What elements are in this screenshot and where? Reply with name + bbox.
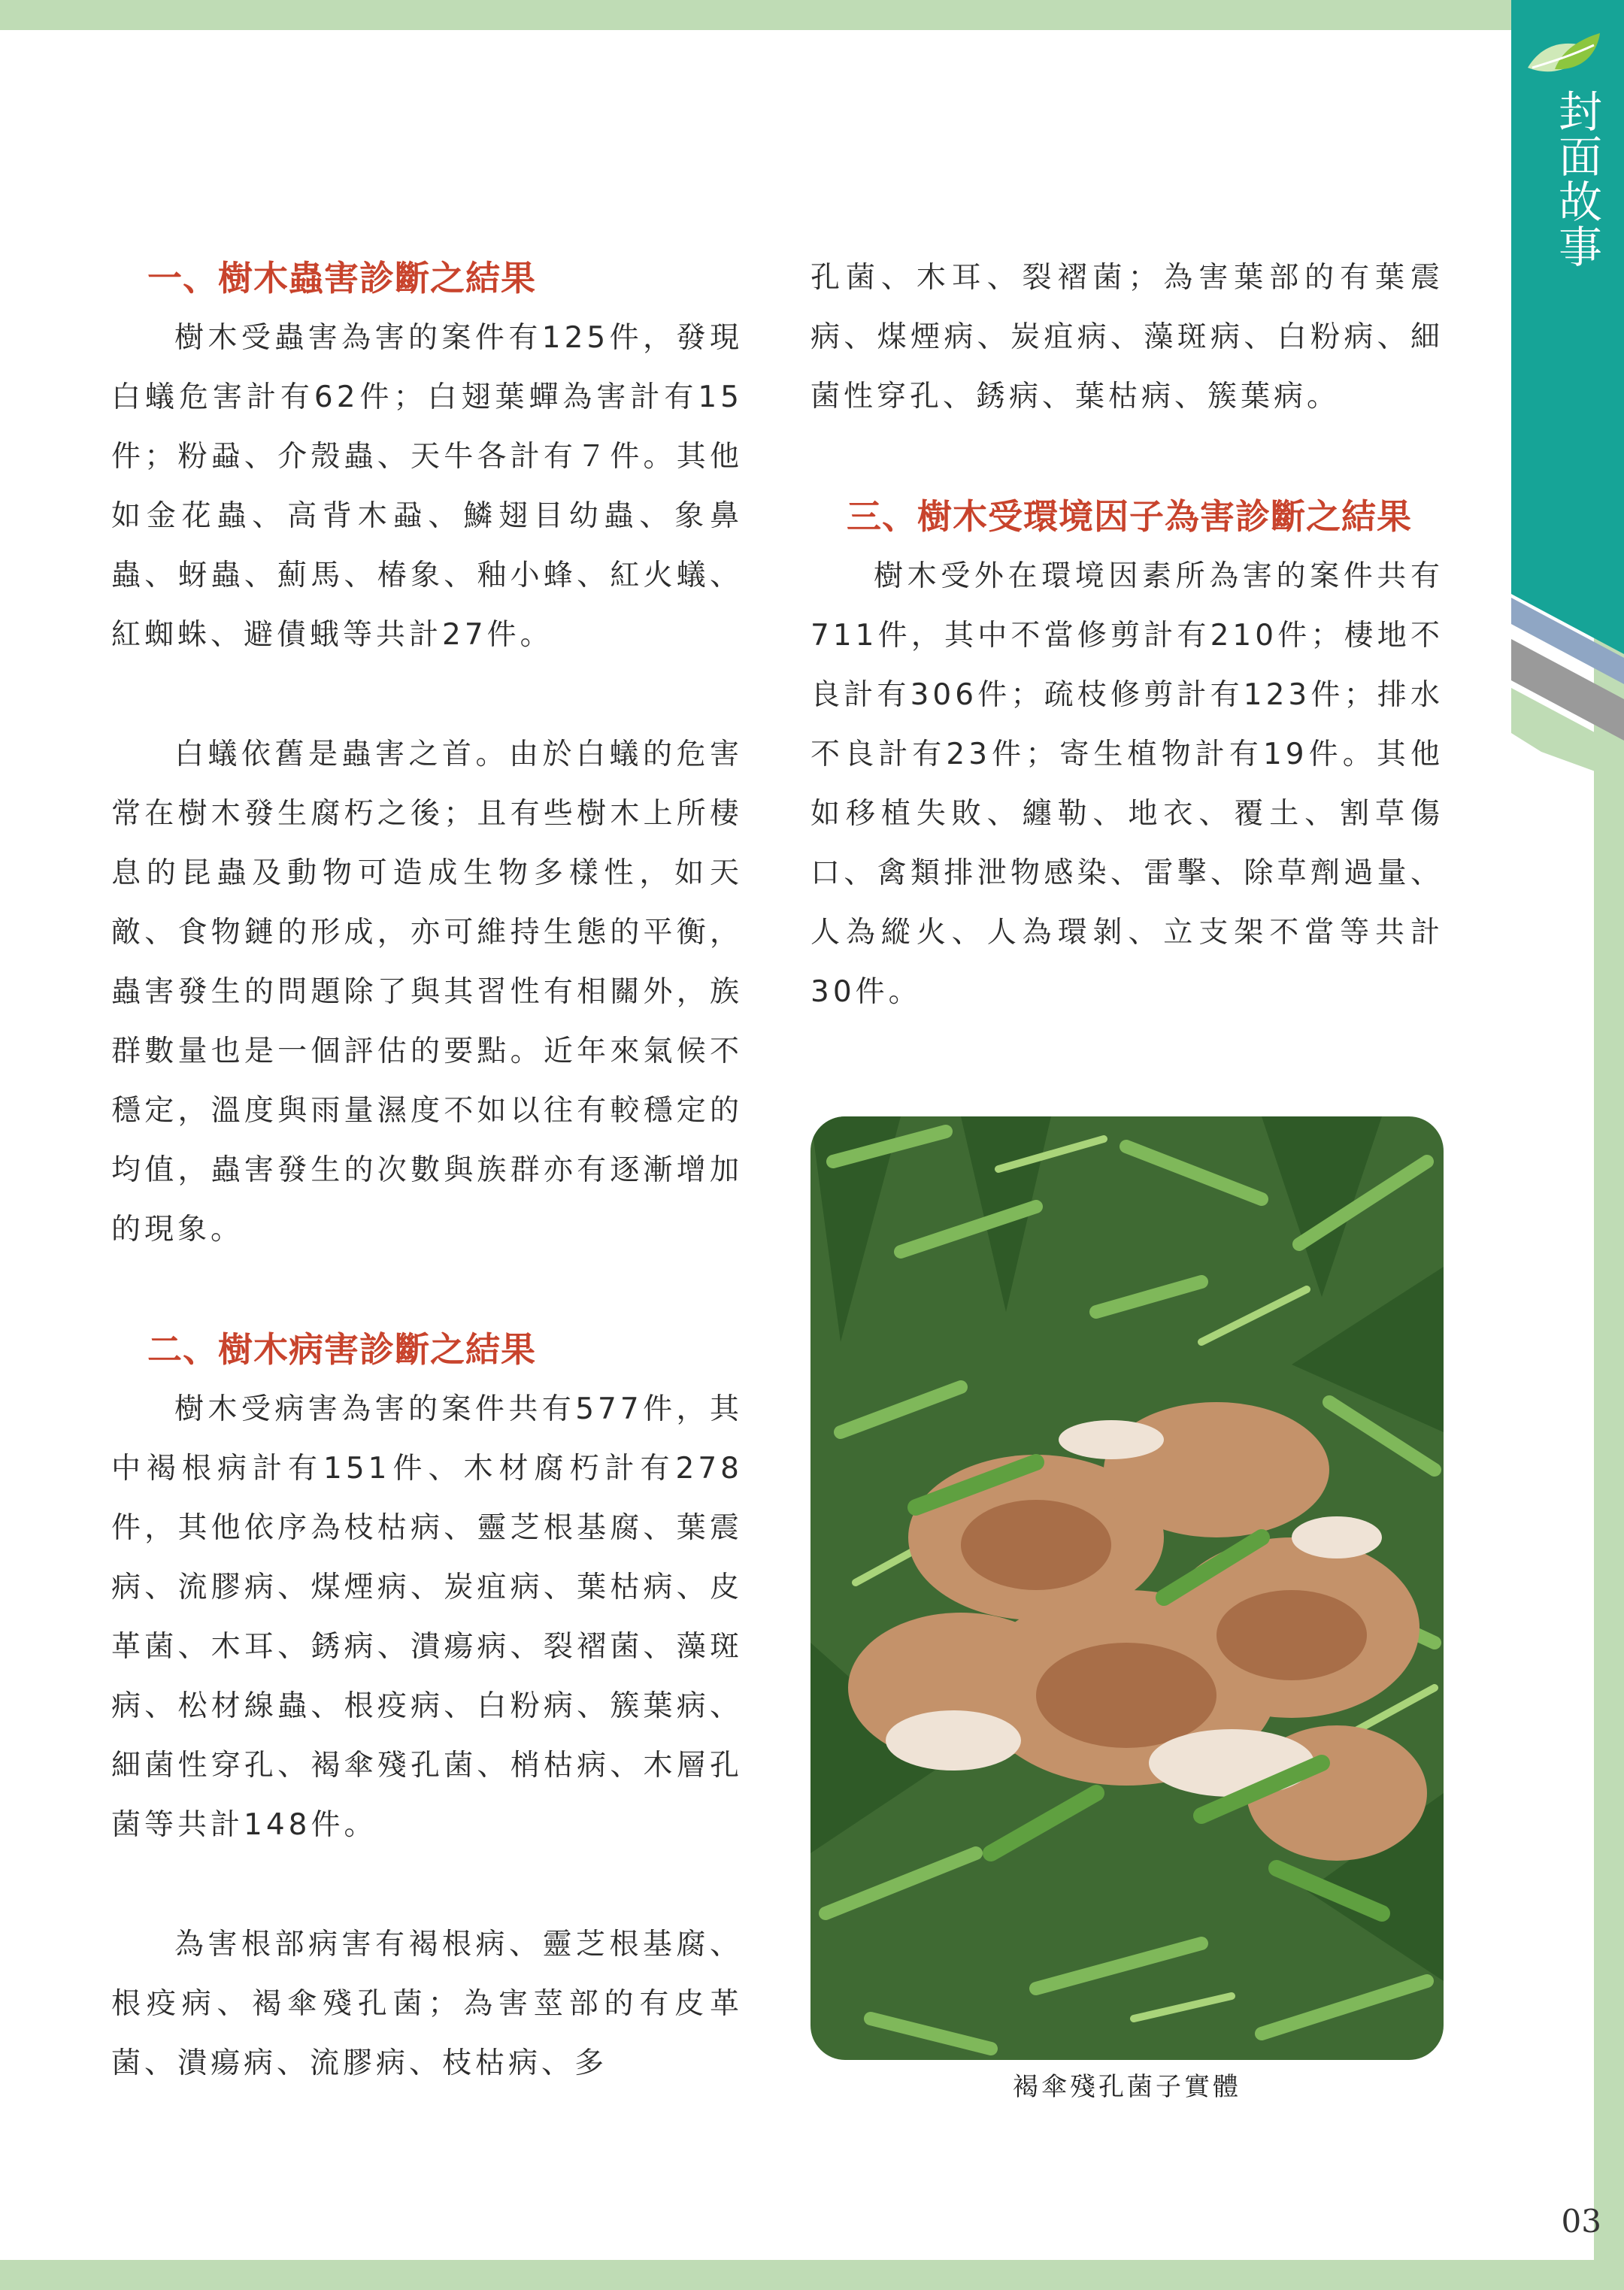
top-frame-band: [0, 0, 1624, 30]
heading-disease: 二、樹木病害診斷之結果: [147, 1329, 536, 1370]
paragraph-disease-by-part: 為害根部病害有褐根病、靈芝根基腐、根疫病、褐傘殘孔菌；為害莖部的有皮革菌、潰瘍病、流膠病、枝枯病、多: [111, 1928, 743, 2080]
page-number: 03: [1561, 2203, 1601, 2240]
paragraph-insect-cases: 樹木受蟲害為害的案件有125件，發現白蟻危害計有62件；白翅葉蟬為害計有15件；粉蝨、介殼蟲、天牛各計有７件。其他如金花蟲、高背木蝨、鱗翅目幼蟲、象鼻蟲、蚜蟲、薊馬、椿象、釉小蜂、紅火蟻、紅蜘蛛、避債蛾等共計27件。: [111, 321, 743, 652]
paragraph-disease-continued: 孔菌、木耳、裂褶菌；為害葉部的有葉震病、煤煙病、炭疽病、藻斑病、白粉病、細菌性穿孔、銹病、葉枯病、簇葉病。: [810, 261, 1444, 413]
heading-insect-damage: 一、樹木蟲害診斷之結果: [147, 258, 536, 298]
bottom-frame-band: [0, 2260, 1624, 2290]
left-column: [111, 248, 743, 2093]
fungus-photo: [810, 1116, 1444, 2060]
paragraph-disease-cases: 樹木受病害為害的案件共有577件，其中褐根病計有151件、木材腐朽計有278件，其他依序為枝枯病、靈芝根基腐、葉震病、流膠病、煤煙病、炭疽病、葉枯病、皮革菌、木耳、銹病、潰瘍病、裂褶菌、藻斑病、松材線蟲、根疫病、白粉病、簇葉病、細菌性穿孔、褐傘殘孔菌、梢枯病、木層孔菌等共計148件。: [111, 1392, 743, 1842]
section-tab-title: 封面故事: [1551, 89, 1602, 269]
right-column: [810, 248, 1444, 1022]
paragraph-termites: 白蟻依舊是蟲害之首。由於白蟻的危害常在樹木發生腐朽之後；且有些樹木上所棲息的昆蟲及動物可造成生物多樣性，如天敵、食物鏈的形成，亦可維持生態的平衡，蟲害發生的問題除了與其習性有相關外，族群數量也是一個評估的要點。近年來氣候不穩定，溫度與雨量濕度不如以往有較穩定的均值，蟲害發生的次數與族群亦有逐漸增加的現象。: [111, 738, 743, 1246]
photo-caption: 褐傘殘孔菌子實體: [1013, 2072, 1241, 2102]
heading-environment: 三、樹木受環境因子為害診斷之結果: [847, 496, 1412, 537]
paragraph-environment-cases: 樹木受外在環境因素所為害的案件共有711件，其中不當修剪計有210件；棲地不良計有306件；疏枝修剪計有123件；排水不良計有23件；寄生植物計有19件。其他如移植失敗、纏勒、地衣、覆土、割草傷口、禽類排泄物感染、雷擊、除草劑過量、人為縱火、人為環剝、立支架不當等共計30件。: [810, 559, 1444, 1009]
fungus-photo-image: [810, 1116, 1444, 2060]
leaf-icon: [1522, 29, 1604, 89]
